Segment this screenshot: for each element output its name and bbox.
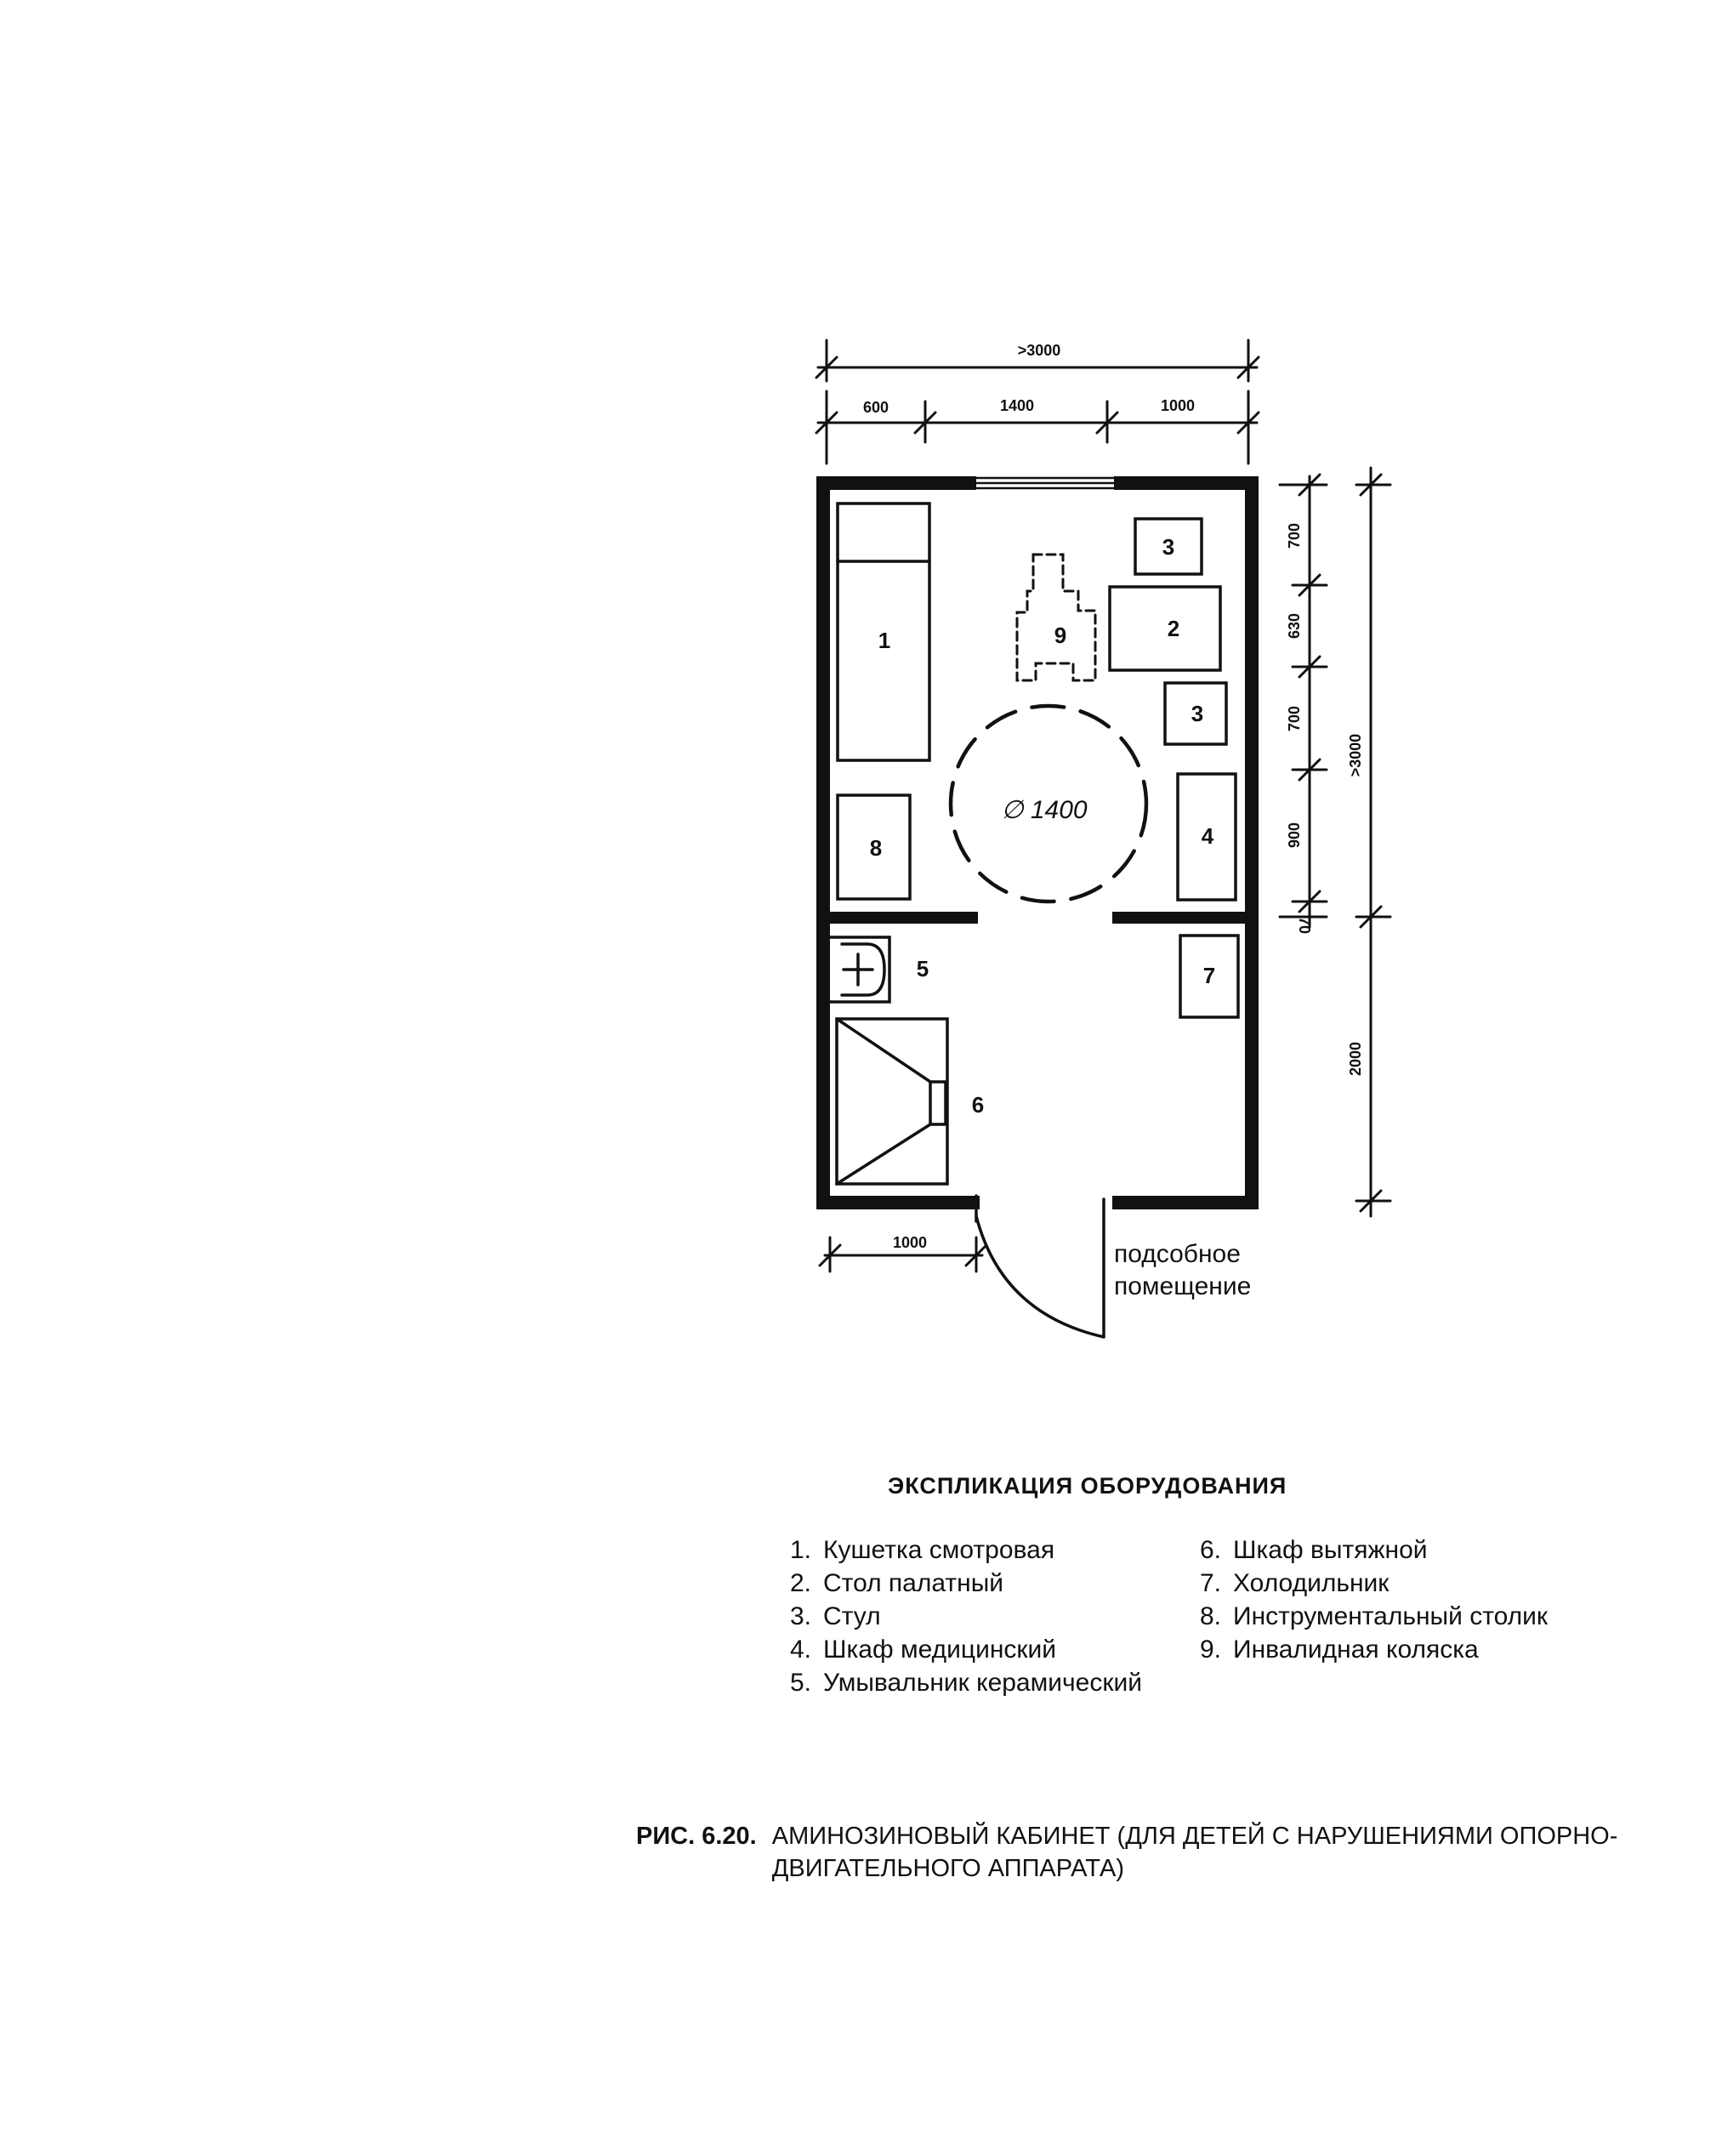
legend-item-text: Стул: [823, 1602, 881, 1630]
dim-700-mid: 700: [1286, 705, 1303, 732]
partition-right: [1112, 912, 1259, 924]
item-labels: [870, 534, 1215, 1118]
label-instrument-table: 8: [869, 835, 883, 861]
label-wheelchair: 9: [1054, 623, 1067, 648]
legend-item: [1184, 1600, 1548, 1633]
label-chair-mid: 3: [1191, 701, 1204, 726]
window: [976, 478, 1114, 488]
wall-top-right: [1114, 476, 1259, 490]
legend-item-number: 7.: [1199, 1569, 1221, 1597]
label-fridge: 7: [1202, 963, 1216, 988]
legend-list-left: [774, 1533, 1142, 1699]
label-fume-hood: 6: [971, 1092, 985, 1118]
wall-right: [1245, 476, 1259, 1209]
legend-item-text: Холодильник: [1233, 1569, 1390, 1597]
legend-item: [774, 1666, 1142, 1699]
dim-700-top: 700: [1286, 522, 1303, 549]
dim-1400: 1400: [999, 397, 1035, 414]
dim-1000-top: 1000: [1160, 397, 1196, 414]
dim-1000-bottom: 1000: [892, 1234, 928, 1251]
legend-item: [1184, 1633, 1548, 1666]
legend-item-number: 3.: [789, 1602, 811, 1630]
legend-item-text: Кушетка смотровая: [823, 1536, 1055, 1564]
label-couch: 1: [878, 628, 891, 653]
legend-item-text: Умывальник керамический: [823, 1669, 1142, 1697]
legend-item-number: 6.: [1199, 1536, 1221, 1564]
legend-item-text: Инвалидная коляска: [1233, 1635, 1479, 1664]
legend-item-number: 5.: [789, 1669, 811, 1697]
dim-600: 600: [862, 399, 889, 416]
legend-title: ЭКСПЛИКАЦИЯ ОБОРУДОВАНИЯ: [888, 1473, 1287, 1499]
dim-2000: 2000: [1347, 1041, 1364, 1077]
legend-item-number: 8.: [1199, 1602, 1221, 1630]
turning-circle-label: ∅ 1400: [1001, 796, 1088, 824]
legend-item-number: 2.: [789, 1569, 811, 1597]
figure-number: РИС. 6.20.: [636, 1823, 757, 1850]
legend-item-text: Шкаф медицинский: [823, 1635, 1057, 1664]
dim-70: 70: [1296, 916, 1313, 935]
figure-title: АМИНОЗИНОВЫЙ КАБИНЕТ (ДЛЯ ДЕТЕЙ С НАРУШЕНИЯМИ ОПОРНО-ДВИГАТЕЛЬНОГО АППАРАТА): [771, 1823, 1618, 1882]
legend-item: [1184, 1533, 1548, 1567]
legend-item-text: Шкаф вытяжной: [1233, 1536, 1428, 1564]
wall-bottom-left: [816, 1196, 980, 1209]
washbasin: [829, 937, 889, 1002]
aux-room-line1: подсобное: [1114, 1240, 1241, 1268]
wall-bottom-right: [1112, 1196, 1259, 1209]
legend-list-right: [1184, 1533, 1548, 1666]
label-cabinet: 4: [1201, 823, 1214, 849]
aux-room-line2: помещение: [1114, 1272, 1252, 1300]
label-washbasin: 5: [916, 956, 929, 981]
dim-900: 900: [1286, 822, 1303, 849]
wall-left: [816, 476, 830, 1209]
partition-left: [816, 912, 978, 924]
wheelchair: [1017, 555, 1095, 680]
door: [976, 1196, 1104, 1337]
legend-item: [774, 1567, 1142, 1600]
dim-overall-height: >3000: [1347, 733, 1364, 777]
label-table: 2: [1167, 616, 1180, 641]
legend-item: [1184, 1567, 1548, 1600]
legend-item: [774, 1533, 1142, 1567]
fume-hood: [837, 1019, 947, 1184]
label-chair-top: 3: [1162, 534, 1175, 560]
dim-overall-width: >3000: [1017, 342, 1061, 359]
legend-item: [774, 1600, 1142, 1633]
dim-630: 630: [1286, 612, 1303, 640]
legend-item-text: Инструментальный столик: [1233, 1602, 1549, 1630]
legend-item-text: Стол палатный: [823, 1569, 1004, 1597]
table: [1110, 587, 1220, 670]
legend-item-number: 9.: [1199, 1635, 1221, 1664]
legend-item-number: 1.: [789, 1536, 811, 1564]
legend-item-number: 4.: [789, 1635, 811, 1664]
legend-item: [774, 1633, 1142, 1666]
wall-top-left: [816, 476, 976, 490]
figure-caption: [636, 1820, 1674, 1885]
